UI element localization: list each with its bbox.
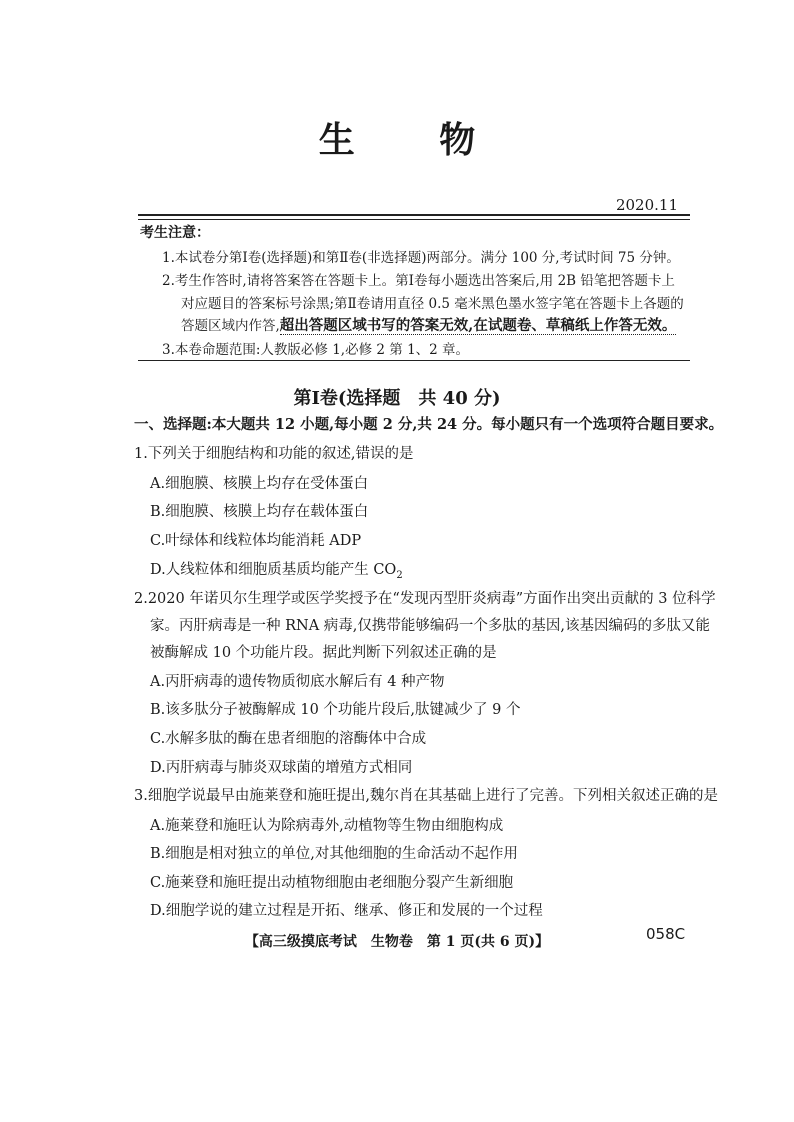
- question-2-stem-line-2: 家。丙肝病毒是一种 RNA 病毒,仅携带能够编码一个多肽的基因,该基因编码的多肽又能: [150, 618, 711, 634]
- question-1-option-c: C.叶绿体和线粒体均能消耗 ADP: [150, 533, 362, 549]
- question-2-option-b: B.该多肽分子被酶解成 10 个功能片段后,肽键减少了 9 个: [150, 702, 521, 718]
- notice-heading: 考生注意：: [140, 225, 210, 241]
- notice-item-2-line-2: 对应题目的答案标号涂黑;第Ⅱ卷请用直径 0.5 毫米黑色墨水签字笔在答题卡上各题的: [181, 296, 684, 312]
- question-3-stem: 3.细胞学说最早由施莱登和施旺提出,魏尔肖在其基础上进行了完善。下列相关叙述正确的是: [134, 788, 718, 804]
- notice-plain-text: 答题区域内作答,: [181, 318, 280, 334]
- question-2-option-c: C.水解多肽的酶在患者细胞的溶酶体中合成: [150, 731, 427, 747]
- question-3-option-c: C.施莱登和施旺提出动植物细胞由老细胞分裂产生新细胞: [150, 875, 514, 891]
- part-instruction: 一、选择题:本大题共 12 小题,每小题 2 分,共 24 分。每小题只有一个选项符合题目要求。: [134, 416, 724, 433]
- section-title: 第Ⅰ卷(选择题 共 40 分): [293, 388, 501, 409]
- question-1-option-d: [150, 558, 403, 581]
- notice-item-3: 3.本卷命题范围:人教版必修 1,必修 2 第 1、2 章。: [162, 342, 470, 358]
- question-2-stem-line-1: 2.2020 年诺贝尔生理学或医学奖授予在“发现丙型肝炎病毒”方面作出突出贡献的 3 位科学: [134, 591, 716, 607]
- page-footer: 【高三级摸底考试 生物卷 第 1 页(共 6 页)】: [244, 934, 550, 950]
- question-1-stem: 1.下列关于细胞结构和功能的叙述,错误的是: [134, 446, 414, 462]
- exam-date: 2020.11: [615, 196, 678, 214]
- question-3-option-a: A.施莱登和施旺认为除病毒外,动植物等生物由细胞构成: [150, 818, 504, 834]
- question-1-option-b: B.细胞膜、核膜上均存在载体蛋白: [150, 504, 369, 520]
- question-1-option-d-text: D.人线粒体和细胞质基质均能产生 CO: [150, 562, 397, 578]
- question-1-option-a: A.细胞膜、核膜上均存在受体蛋白: [150, 476, 369, 492]
- question-2-option-a: A.丙肝病毒的遗传物质彻底水解后有 4 种产物: [150, 674, 445, 690]
- notice-item-2-line-3: [181, 314, 676, 335]
- question-2-stem-line-3: 被酶解成 10 个功能片段。据此判断下列叙述正确的是: [150, 645, 497, 661]
- top-rule: [138, 214, 690, 216]
- co2-subscript: 2: [396, 569, 403, 581]
- notice-emphasis-text: 超出答题区域书写的答案无效,在试题卷、草稿纸上作答无效。: [279, 317, 677, 334]
- notice-bottom-rule: [138, 360, 690, 361]
- page-title: 生 物: [318, 119, 512, 161]
- question-2-option-d: D.丙肝病毒与肺炎双球菌的增殖方式相同: [150, 760, 413, 776]
- page-code: 058C: [646, 925, 686, 943]
- notice-item-2-line-1: 2.考生作答时,请将答案答在答题卡上。第Ⅰ卷每小题选出答案后,用 2B 铅笔把答题卡上: [162, 273, 675, 289]
- question-3-option-d: D.细胞学说的建立过程是开拓、继承、修正和发展的一个过程: [150, 903, 543, 919]
- top-rule-thin: [138, 219, 690, 220]
- notice-item-1: 1.本试卷分第Ⅰ卷(选择题)和第Ⅱ卷(非选择题)两部分。满分 100 分,考试时间 75 分钟。: [162, 250, 680, 266]
- question-3-option-b: B.细胞是相对独立的单位,对其他细胞的生命活动不起作用: [150, 846, 518, 862]
